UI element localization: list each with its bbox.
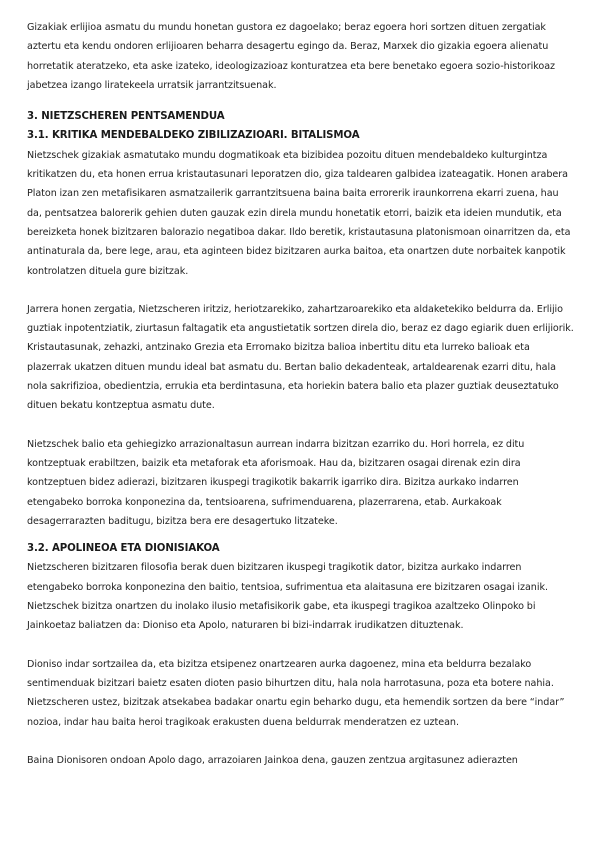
section-3-1-paragraph-3: Nietzschek balio eta gehiegizko arrazionaltasun aurrean indarra bizitzan ezarriko du. Hori horrela, ez ditu kontzeptuak erabiltzen, baizik eta metaforak eta aforismoak. Hau da, bizitzaren osagai direnak ezin dira kontzeptuen bidez adierazi, bizitzaren ikuspegi tragikotik bakarrik igarriko dira. Bizitza aurkako indarren etengabeko borroka konponezina da, tentsioarena, sufrimenduarena, plazerrarena, etab. Aurkakoak desagerrarazten baditugu, bizitza bera ere desagertuko litzateke. bbox=[27, 438, 525, 527]
section-3-1-heading: 3.1. KRITIKA MENDEBALDEKO ZIBILIZAZIOARI. BITALISMOA bbox=[27, 130, 360, 142]
section-3-1-paragraph-2: Jarrera honen zergatia, Nietzscheren iritziz, heriotzarekiko, zahartzaroarekiko eta aldaketekiko beldurra da. Erlijio guztiak inpotentziatik, ziurtasun faltagatik eta angustietatik sortzen direla dio, beraz ez dago egiarik duen erlijiorik. Kristautasunak, zehazki, antzinako Grezia eta Erromako bizitza balioa inbertitu ditu eta lurreko balioak eta plazerrak ukatzen dituen mundu ideal bat asmatu du. Bertan balio dekadenteak, artaldearenak ezarri ditu, hala nola sakrifizioa, obedientzia, errukia eta berdintasuna, eta horiekin batera balio eta plazer guztiak deuseztatuko dituen bekatu kontzeptua asmatu dute. bbox=[27, 303, 574, 412]
section-3-2-paragraph-3: Baina Dionisoren ondoan Apolo dago, arrazoiaren Jainkoa dena, gauzen zentzua argitasunez adierazten bbox=[27, 754, 518, 766]
section-3-2-paragraph-1: Nietzscheren bizitzaren filosofia berak duen bizitzaren ikuspegi tragikotik dator, bizitza aurkako indarren etengabeko borroka konponezina den baitio, tentsioa, sufrimentua eta alaitasuna ere bizitzaren osagai izanik. Nietzschek bizitza onartzen du inolako ilusio metafisikorik gabe, eta ikuspegi tragikoa azaltzeko Olinpoko bi Jainkoetaz baliatzen da: Dioniso eta Apolo, naturaren bi bizi-indarrak irudikatzen dituztenak. bbox=[27, 562, 548, 632]
section-3-heading: 3. NIETZSCHEREN PENTSAMENDUA bbox=[27, 111, 225, 123]
section-3-1-paragraph-1: Nietzschek gizakiak asmatutako mundu dogmatikoak eta bizibidea pozoitu dituen mendebaldeko kulturgintza kritikatzen du, eta honen errua kristautasunari leporatzen dio, giza taldearen galbidea izateagatik. Honen arabera Platon izan zen metafisikaren asmatzailerik garrantzitsuena baina baita errorerik iraunkorrena ekarri zuena, hau da, pentsatzea balorerik gehien duten gauzak ezin direla mundu honetatik etorri, baizik eta ideien mundutik, eta bereizketa honek bizitzaren balorazio negatiboa dakar. Ildo beretik, kristautasuna platonismoan oinarritzen da, eta antinaturala da, bere lege, arau, eta aginteen bidez bizitzaren aurka baitoa, eta onartzen dute norbaitek kanpotik kontrolatzen dituela gure bizitzak. bbox=[27, 149, 571, 277]
section-3-2-heading: 3.2. APOLINEOA ETA DIONISIAKOA bbox=[27, 543, 220, 555]
section-3-2-paragraph-2: Dioniso indar sortzailea da, eta bizitza etsipenez onartzearen aurka dagoenez, mina eta beldurra bezalako sentimenduak bizitzari baietz esaten dioten pasio bihurtzen ditu, hala nola harrotasuna, poza eta botere nahia. Nietzscheren ustez, bizitzak atsekabea badakar onartu egin beharko dugu, eta hemendik sortzen da bere “indar” nozioa, indar hau baita heroi tragikoak erakusten duena beldurrak menderatzen ez uztean. bbox=[27, 658, 565, 728]
intro-paragraph: Gizakiak erlijioa asmatu du mundu honetan gustora ez dagoelako; beraz egoera hori sortzen dituen zergatiak aztertu eta kendu ondoren erlijioaren beharra desagertu egingo da. Beraz, Marxek dio gizakia egoera alienatu horretatik ateratzeko, eta aske izateko, ideologizazioaz konturatzea eta bere benetako egoera sozio-historikoaz jabetzea izango liratekeela urratsik jarrantzitsuenak. bbox=[27, 22, 556, 91]
